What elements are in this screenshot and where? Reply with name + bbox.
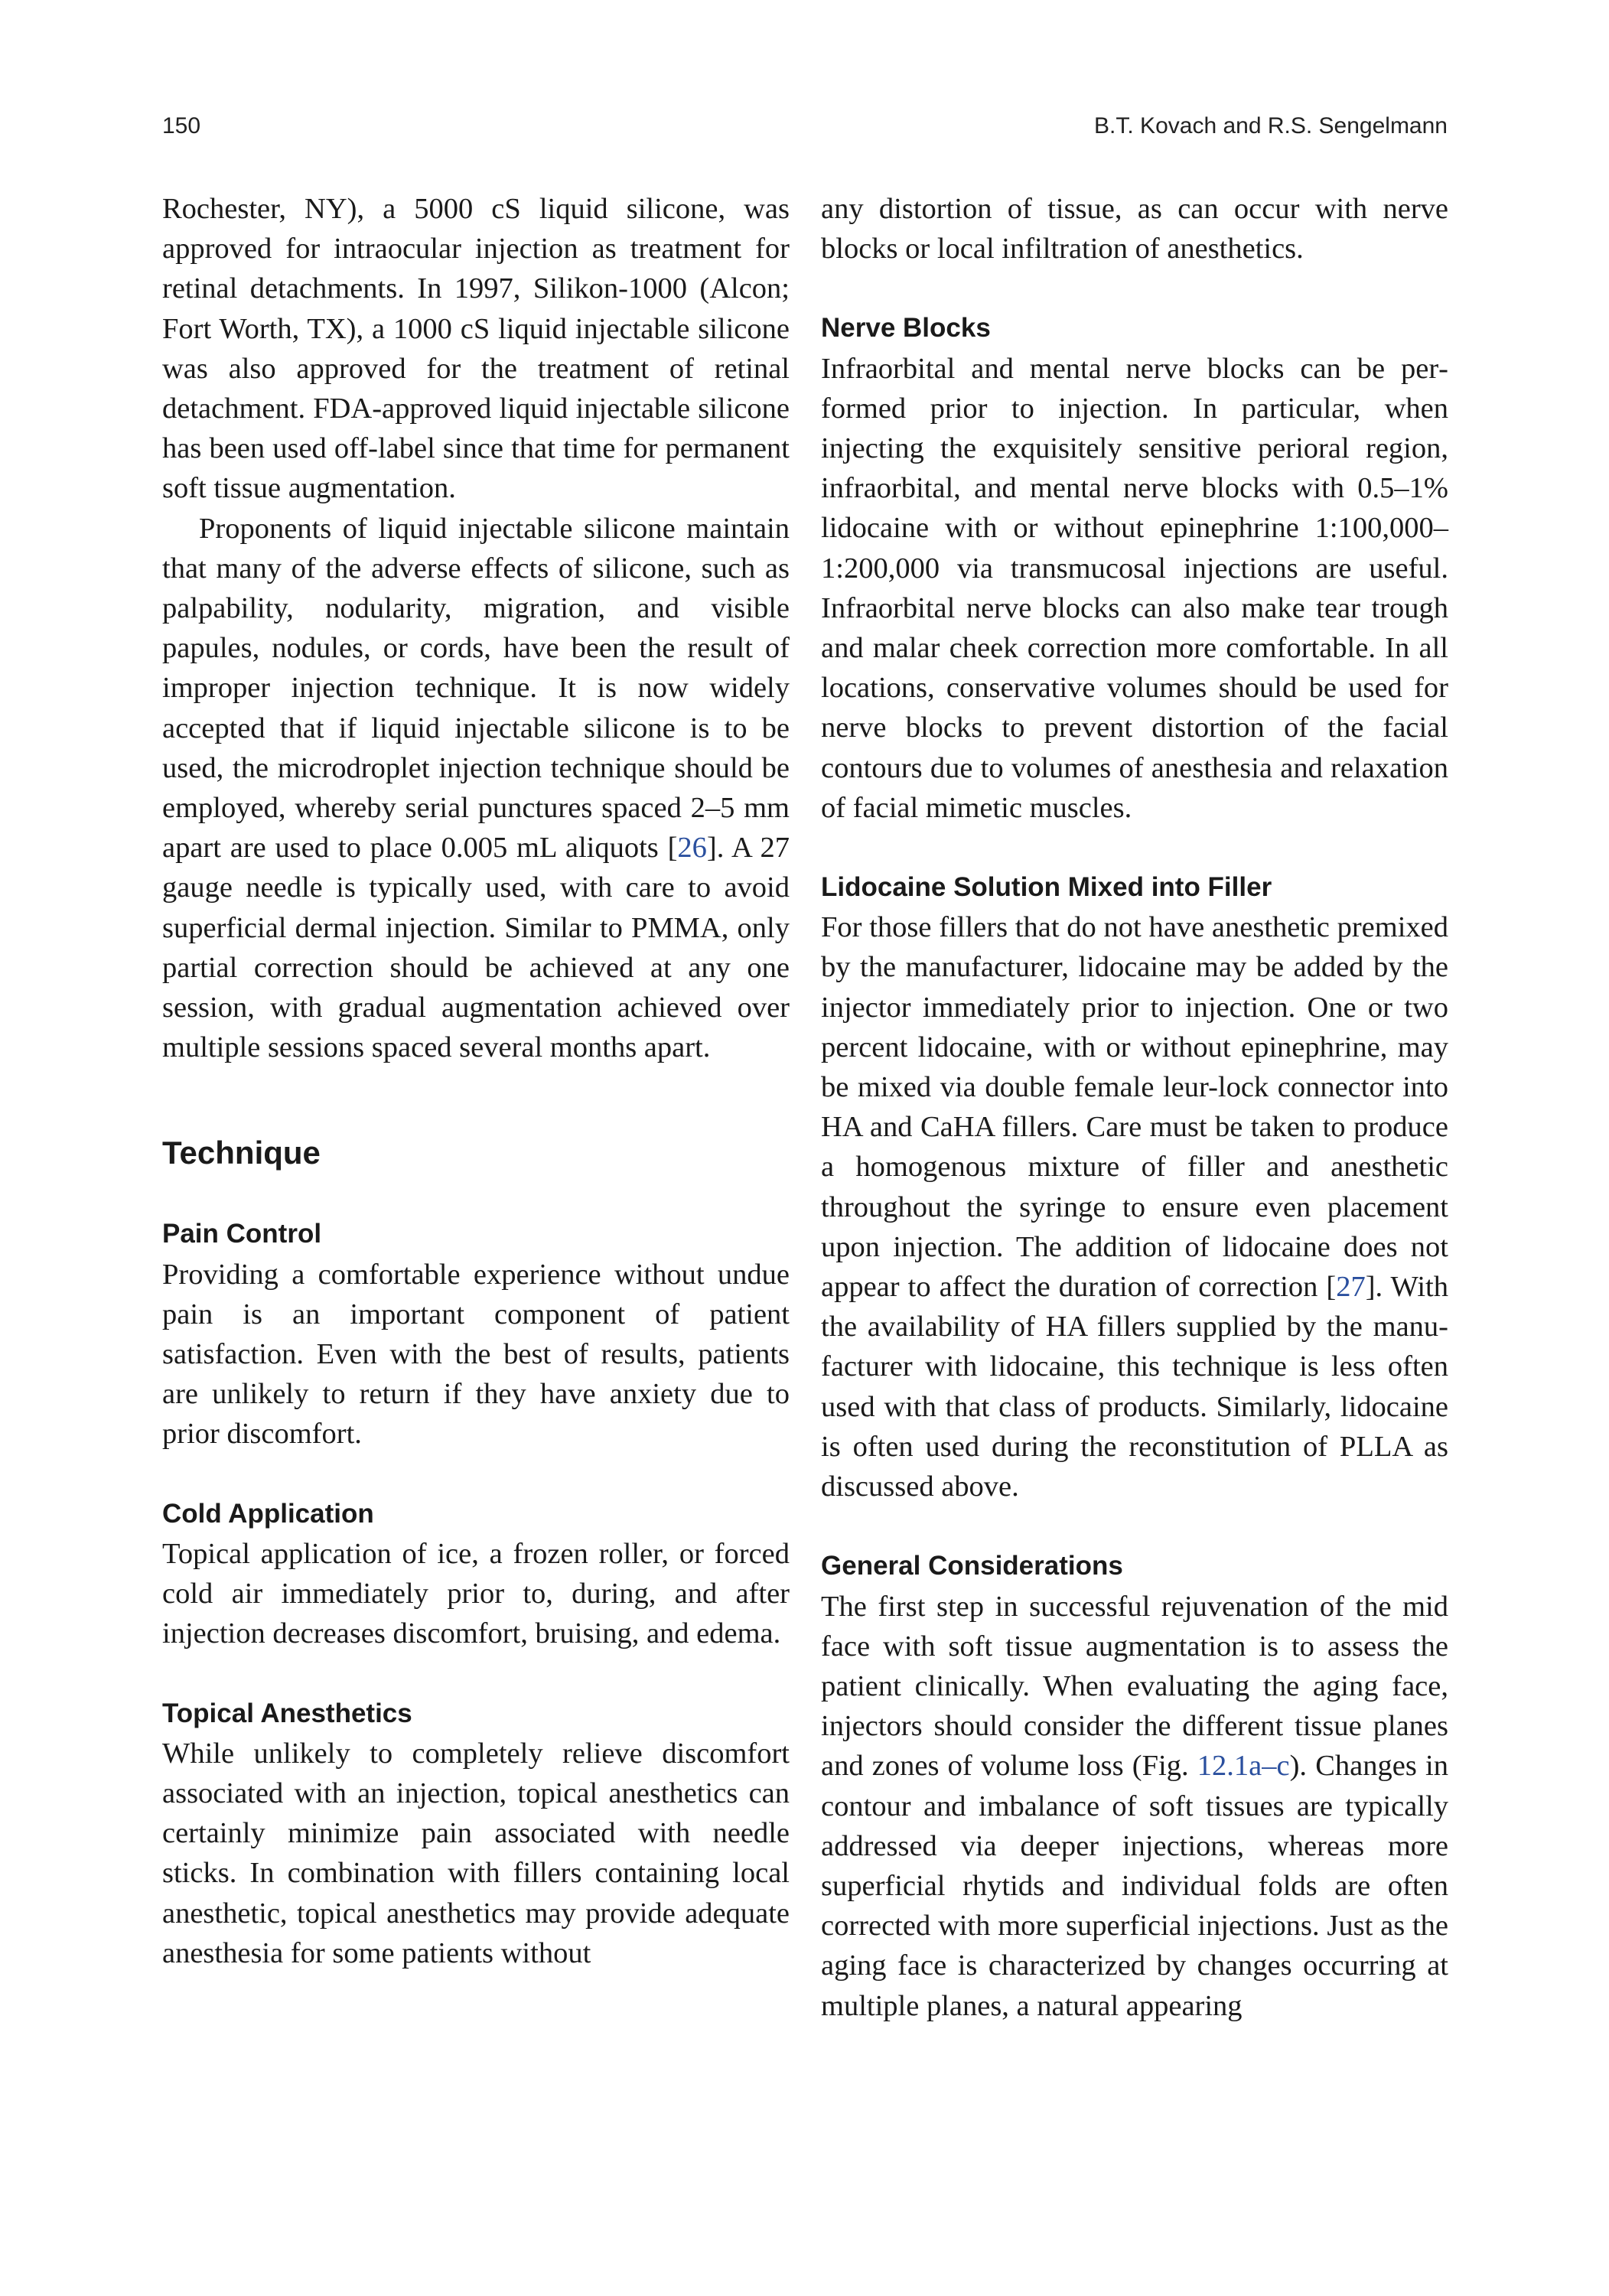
subheading-general-considerations: General Considerations <box>821 1551 1123 1581</box>
paragraph-pain-control: Providing a comfortable experience without undue pain is an important component of patient satisfaction. Even with the best of results, patients are unlikely to return if they have anxiety due to prior discomfort. <box>162 1258 790 1451</box>
right-column <box>821 189 1448 2026</box>
left-column <box>162 189 790 1973</box>
paragraph-microdroplet <box>162 509 790 1068</box>
paragraph-text: ). Changes in contour and imbalance of soft tissues are typically addressed via deeper injections, whereas more superficial rhytids and individual folds are often corrected with more superficial injections. Just as the aging face is characterized by changes occurring at multiple planes, a natural appearing <box>821 1750 1448 2022</box>
paragraph-topical-anesthetics: While unlikely to completely relieve discomfort associated with an injection, topical anesthetics can certainly minimize pain associated with needle sticks. In combination with fillers containing local anesthetic, topical anesthetics may provide adequate anesthesia for some patients without <box>162 1737 790 1969</box>
page-number: 150 <box>162 113 201 138</box>
paragraph-text: ]. A 27 gauge needle is typically used, with care to avoid superficial dermal injection. Similar to PMMA, only partial correction should be achieved at any one session, with gradual augmentation achieved over multiple sessions spaced several months apart. <box>162 832 790 1064</box>
subheading-nerve-blocks: Nerve Blocks <box>821 313 991 344</box>
subheading-pain-control: Pain Control <box>162 1219 322 1249</box>
section-heading-technique: Technique <box>162 1135 321 1171</box>
paragraph-continuation: any distortion of tissue, as can occur with nerve blocks or local infiltration of anesthetics. <box>821 193 1448 265</box>
paragraph-text: The first step in successful rejuvenation of the mid face with soft tissue augmentation is to assess the patient clinically. When evaluating the aging face, injectors should consider the different tissue planes and zones of volume loss (Fig. <box>821 1590 1448 1783</box>
paragraph-silicone-approval: Rochester, NY), a 5000 cS liquid silicone, was approved for intraocular injection as treatment for retinal detachments. In 1997, Silikon-1000 (Alcon; Fort Worth, TX), a 1000 cS liquid injectable silicone was also approved for the treatment of retinal detachment. FDA-approved liquid injectable silicone has been used off-label since that time for permanent soft tissue augmentation. <box>162 193 790 505</box>
paragraph-nerve-blocks: Infraorbital and mental nerve blocks can be performed prior to injection. In particular, when injecting the exquisitely sensitive perioral region, infraorbital, and mental nerve blocks with 0.5–1% lidocaine with or without epinephrine 1:100,000– 1:200,000 via transmucosal injections are useful. Infraorbital nerve blocks can also make tear trough and malar cheek correction more comfortable. In all locations, conservative volumes should be used for nerve blocks to prevent distortion of the facial contours due to volumes of anesthesia and relaxation of facial mimetic muscles. <box>821 352 1448 824</box>
subheading-cold-application: Cold Application <box>162 1498 374 1529</box>
figure-link-12-1[interactable]: 12.1a–c <box>1197 1750 1290 1783</box>
subheading-lidocaine-solution: Lidocaine Solution Mixed into Filler <box>821 872 1272 903</box>
citation-link-27[interactable]: 27 <box>1336 1271 1366 1304</box>
subheading-topical-anesthetics: Topical Anesthetics <box>162 1698 412 1728</box>
paragraph-lidocaine-solution <box>821 907 1448 1506</box>
citation-link-26[interactable]: 26 <box>677 832 707 865</box>
paragraph-text: For those fillers that do not have anesthetic premixed by the manufacturer, lidocaine may be added by the injector immediately prior to injection. One or two percent lidocaine, with or without epinephrine, may be mixed via double female leur-lock connector into HA and CaHA fillers. Care must be taken to produce a homogenous mixture of filler and anesthetic throughout the syringe to ensure even placement upon injection. The addition of lidocaine does not appear to affect the duration of correction [ <box>821 911 1448 1304</box>
paragraph-general-considerations <box>821 1587 1448 2026</box>
paragraph-text: ]. With the availability of HA fillers supplied by the manufacturer with lidocaine, this technique is less often used with that class of products. Similarly, lidocaine is often used during the reconstitution of PLLA as discussed above. <box>821 1271 1448 1503</box>
running-head-authors: B.T. Kovach and R.S. Sengelmann <box>1094 113 1448 138</box>
paragraph-cold-application: Topical application of ice, a frozen roller, or forced cold air immediately prior to, during, and after injection decreases discomfort, bruising, and edema. <box>162 1537 790 1650</box>
running-head <box>162 113 1448 144</box>
paragraph-text: Proponents of liquid injectable silicone maintain that many of the adverse effects of silicone, such as palpability, nodularity, migration, and visible papules, nodules, or cords, have been the result of improper injection technique. It is now widely accepted that if liquid injectable silicone is to be used, the microdroplet injection technique should be employed, whereby serial punctures spaced 2–5 mm apart are used to place 0.005 mL aliquots [ <box>162 512 790 865</box>
